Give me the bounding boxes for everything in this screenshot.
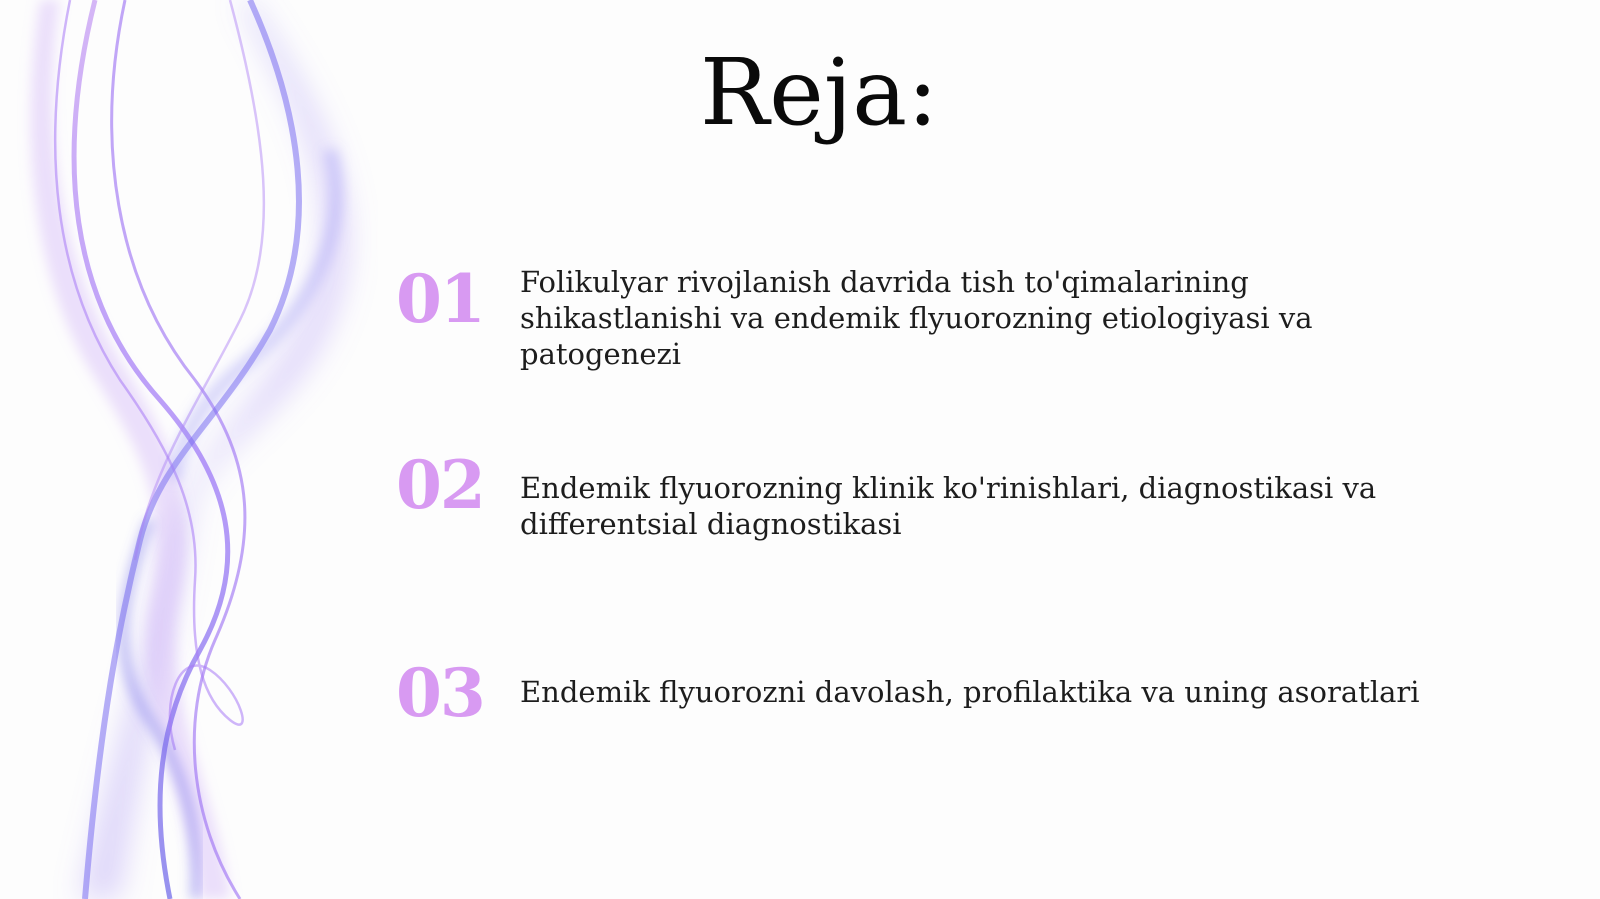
item-number: 03: [396, 654, 484, 732]
item-number: 01: [396, 260, 484, 338]
slide-title: Reja:: [700, 39, 939, 146]
item-text: Folikulyar rivojlanish davrida tish to'qimalarining shikastlanishi va endemik flyuorozning etiologiyasi va patogenezi: [520, 265, 1313, 371]
item-number: 02: [396, 446, 484, 524]
item-text: Endemik flyuorozni davolash, profilaktika va uning asoratlari: [520, 675, 1420, 709]
smoke-wave-decoration: [0, 0, 420, 899]
item-text: Endemik flyuorozning klinik ko'rinishlari, diagnostikasi va differentsial diagnostikasi: [520, 471, 1377, 541]
